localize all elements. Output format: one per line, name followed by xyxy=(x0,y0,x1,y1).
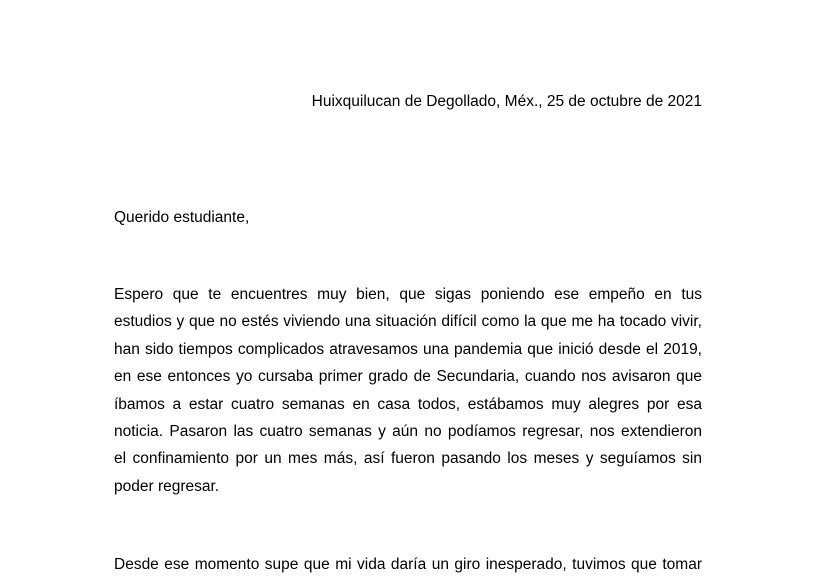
paragraph-2 xyxy=(114,551,702,578)
paragraph-line: han sido tiempos complicados atravesamos una pandemia que inició desde el 2019, xyxy=(114,340,702,358)
paragraph-line: noticia. Pasaron las cuatro semanas y aún no podíamos regresar, nos extendieron xyxy=(114,422,702,440)
paragraph-1 xyxy=(114,281,702,500)
paragraph-line: Desde ese momento supe que mi vida daría un giro inesperado, tuvimos que tomar xyxy=(114,556,702,573)
place-date: Huixquilucan de Degollado, Méx., 25 de octubre de 2021 xyxy=(311,93,702,110)
paragraph-line: estudios y que no estés viviendo una situación difícil como la que me ha tocado vivir, xyxy=(114,313,702,331)
paragraph-line: Espero que te encuentres muy bien, que sigas poniendo ese empeño en tus xyxy=(114,286,702,303)
paragraph-line: en ese entonces yo cursaba primer grado de Secundaria, cuando nos avisaron que xyxy=(114,368,702,386)
paragraph-line: poder regresar. xyxy=(114,477,220,495)
salutation: Querido estudiante, xyxy=(114,209,250,226)
paragraph-line: el confinamiento por un mes más, así fueron pasando los meses y seguíamos sin xyxy=(114,450,702,468)
paragraph-line: íbamos a estar cuatro semanas en casa todos, estábamos muy alegres por esa xyxy=(114,395,702,413)
